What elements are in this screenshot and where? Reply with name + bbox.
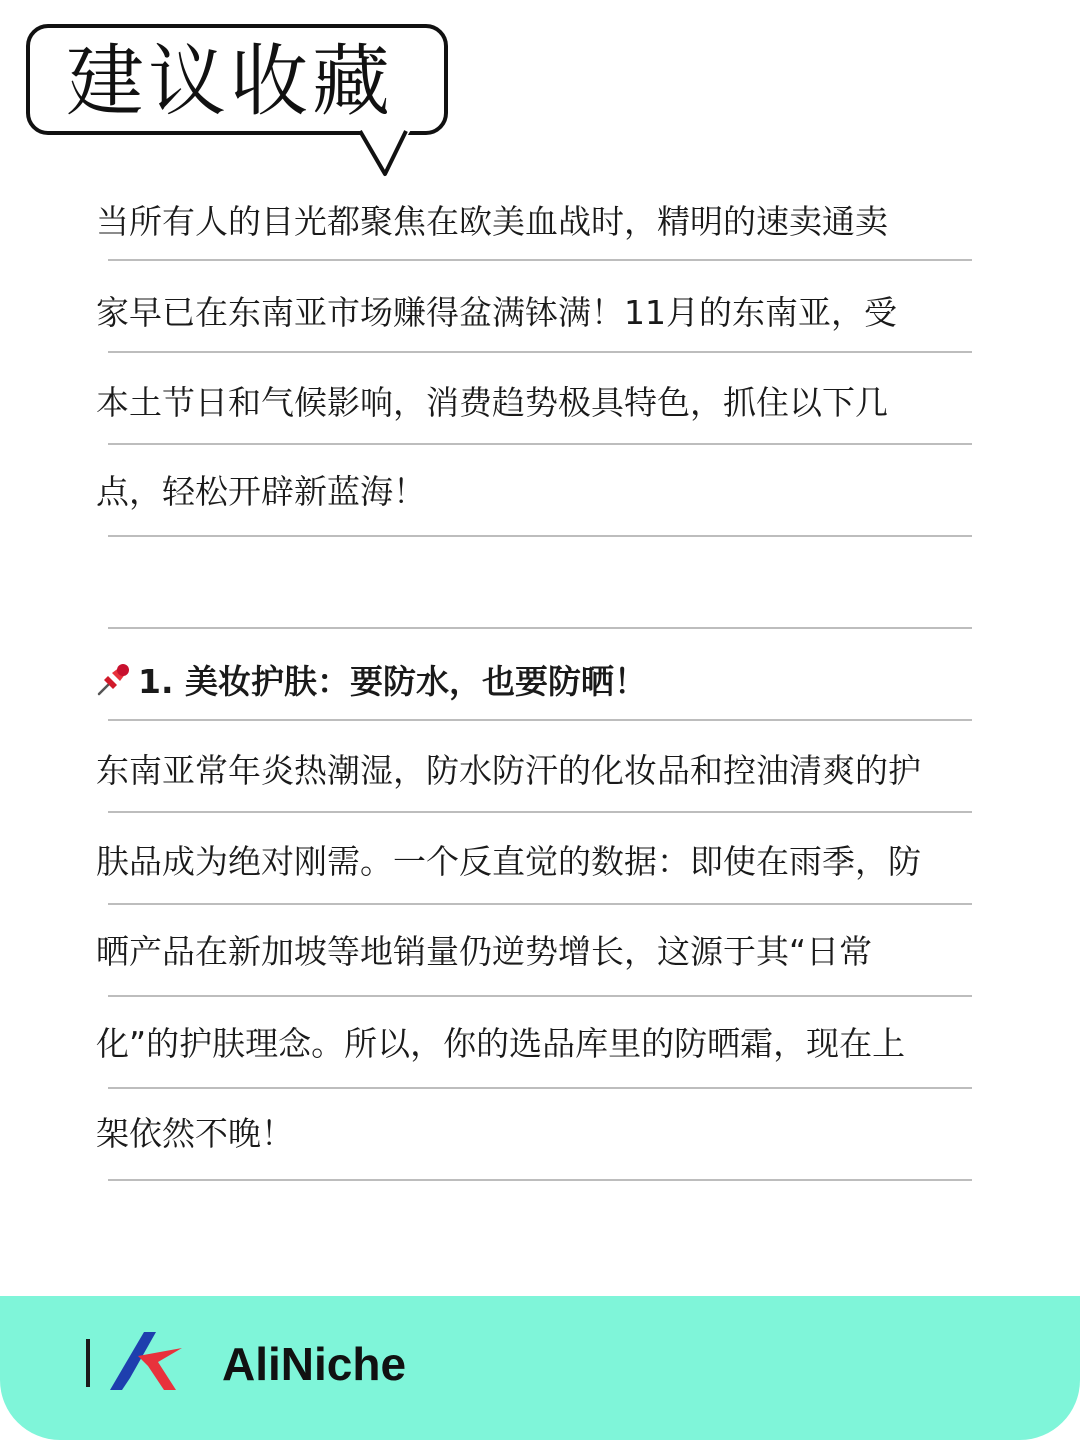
aliniche-logo-icon — [108, 1328, 186, 1394]
bubble-tail — [358, 128, 412, 180]
pushpin-icon — [96, 661, 132, 697]
ruled-line — [108, 259, 972, 261]
intro-line: 家早已在东南亚市场赚得盆满钵满！11月的东南亚，受 — [96, 293, 897, 332]
ruled-line — [108, 719, 972, 721]
brand-name: AliNiche — [222, 1338, 407, 1390]
body-line: 化”的护肤理念。所以，你的选品库里的防晒霜，现在上 — [96, 1024, 906, 1063]
section-heading — [96, 661, 647, 702]
ruled-line — [108, 1179, 972, 1181]
ruled-line — [108, 995, 972, 997]
ruled-line — [108, 1087, 972, 1089]
body-line: 肤品成为绝对刚需。一个反直觉的数据：即使在雨季，防 — [96, 842, 921, 881]
body-line: 晒产品在新加坡等地销量仍逆势增长，这源于其“日常 — [96, 932, 873, 971]
ruled-line — [108, 811, 972, 813]
intro-line: 本土节日和气候影响，消费趋势极具特色，抓住以下几 — [96, 383, 888, 422]
body-line: 架依然不晚！ — [96, 1114, 294, 1153]
ruled-line — [108, 535, 972, 537]
body-line: 东南亚常年炎热潮湿，防水防汗的化妆品和控油清爽的护 — [96, 751, 921, 790]
intro-line: 点，轻松开辟新蓝海！ — [96, 472, 426, 511]
header-badge-text: 建议收藏 — [66, 37, 395, 127]
ruled-line — [108, 627, 972, 629]
ruled-line — [108, 903, 972, 905]
footer-divider — [86, 1339, 90, 1387]
footer-banner — [0, 1296, 1080, 1440]
ruled-line — [108, 443, 972, 445]
intro-line: 当所有人的目光都聚焦在欧美血战时，精明的速卖通卖 — [96, 202, 888, 241]
ruled-line — [108, 351, 972, 353]
section-heading-text: 1. 美妆护肤：要防水，也要防晒！ — [138, 662, 647, 701]
